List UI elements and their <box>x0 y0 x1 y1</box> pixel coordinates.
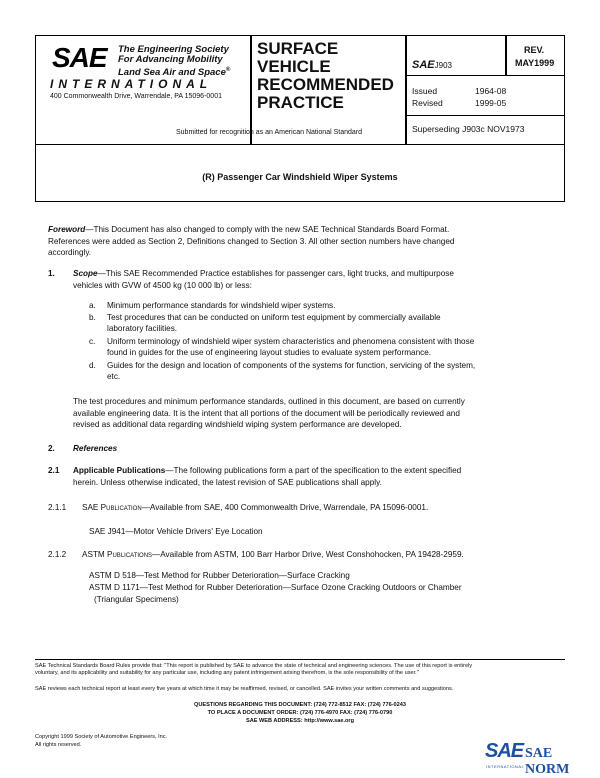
policy-line: SAE Technical Standards Board Rules provide that: "This report is published by SAE to advance the state of technical and engineering sciences. The use of this report is entirely <box>35 663 473 669</box>
stamp-sub: INTERNATIONAL <box>486 764 525 769</box>
issued-value: 1964-08 <box>475 86 507 96</box>
revised-value: 1999-05 <box>475 98 507 108</box>
review-text: SAE reviews each technical report at least every five years at which time it may be reaffirmed, revised, or cancelled. SAE invites your written comments and suggestions. <box>35 686 454 692</box>
trademark: ® <box>225 67 231 73</box>
foreword-line: —This Document has also changed to comply with the new SAE Technical Standards Board Format. <box>85 225 450 234</box>
document-type-line: SURFACE <box>257 39 339 58</box>
reference-item: ASTM D 1171—Test Method for Rubber Deterioration—Surface Ozone Cracking Outdoors or Chamber <box>89 583 462 592</box>
list-marker: b. <box>89 313 96 322</box>
subsection-line: —The following publications form a part of the specification to the extent specified <box>165 466 462 475</box>
tagline-line: Land Sea Air and Space <box>118 67 226 79</box>
header-divider <box>505 35 507 75</box>
tagline-line: The Engineering Society <box>118 44 229 55</box>
astm-publications <box>82 549 464 561</box>
policy-line: voluntary, and its applicability and suitability for any particular use, including any patent infringement arising therefrom, is the sole responsibility of the user." <box>35 670 419 677</box>
list-item: laboratory facilities. <box>107 324 178 333</box>
list-marker: d. <box>89 361 96 370</box>
sae-publication <box>82 502 428 514</box>
scope-label: Scope <box>73 269 98 278</box>
document-title: (R) Passenger Car Windshield Wiper Systems <box>202 172 398 182</box>
stamp-text: SAE NORM <box>525 746 570 777</box>
list-item: found in guides for the use of engineering layout studies to evaluate system performance. <box>107 348 432 357</box>
subsection-label: Applicable Publications <box>73 466 166 475</box>
list-marker: a. <box>89 301 96 310</box>
scope <box>73 268 558 291</box>
paragraph-line: revised as additional data regarding windshield wiping system performance are developed. <box>73 420 402 429</box>
reference-item: SAE J941—Motor Vehicle Drivers' Eye Location <box>89 527 263 536</box>
subsection-label: SAE Publication <box>82 503 142 512</box>
header-divider <box>405 75 565 76</box>
policy-text <box>35 663 565 677</box>
section-number: 1. <box>48 269 55 278</box>
tagline-line: For Advancing Mobility <box>118 54 223 65</box>
scope-line: vehicles with GVW of 4500 kg (10 000 lb) or less: <box>73 280 252 290</box>
sae-small-logo: SAE <box>412 59 435 71</box>
document-number <box>412 55 452 73</box>
issued-label: Issued <box>412 86 438 96</box>
section-number: 2. <box>48 444 55 453</box>
reference-item: (Triangular Specimens) <box>94 595 179 604</box>
paragraph-line: available engineering data. It is the intent that all portions of the document will be periodically reviewed and <box>73 408 460 418</box>
stamp-logo-icon: SAE <box>485 740 524 762</box>
doc-number: J903 <box>434 61 452 70</box>
sae-norm-stamp <box>483 740 595 777</box>
rights: All rights reserved. <box>35 742 82 748</box>
list-marker: c. <box>89 337 96 346</box>
list-item: Test procedures that can be conducted on uniform test equipment by commercially available <box>107 313 441 322</box>
questions-line: QUESTIONS REGARDING THIS DOCUMENT: (724) 772-8512 FAX: (724) 776-0243 <box>193 702 406 708</box>
tagline <box>118 45 230 78</box>
subsection-line: —Available from SAE, 400 Commonwealth Drive, Warrendale, PA 15096-0001. <box>141 503 429 512</box>
order-line: TO PLACE A DOCUMENT ORDER: (724) 776-4970 FAX: (724) 776-0790 <box>207 710 393 716</box>
foreword-label: Foreword <box>48 225 86 234</box>
references-heading: References <box>73 444 118 453</box>
submitted-note: Submitted for recognition as an American National Standard <box>176 129 362 136</box>
header-divider <box>405 35 407 145</box>
list-item: Guides for the design and location of components of the systems for function, servicing of the system, <box>107 361 476 370</box>
paragraph-line: The test procedures and minimum performance standards, outlined in this document, are based on currently <box>73 397 465 406</box>
applicable-publications <box>73 465 558 488</box>
copyright: Copyright 1999 Society of Automotive Engineers, Inc. <box>35 734 168 740</box>
sae-logo: SAE <box>52 42 107 73</box>
foreword-line: accordingly. <box>48 248 92 257</box>
header-divider <box>405 115 565 116</box>
subsection-line: —Available from ASTM, 100 Barr Harbor Drive, West Conshohocken, PA 19428-2959. <box>152 550 464 559</box>
rev-date: MAY1999 <box>515 58 555 68</box>
reference-item: ASTM D 518—Test Method for Rubber Deterioration—Surface Cracking <box>89 571 350 580</box>
list-item: etc. <box>107 372 121 381</box>
subsection-label: ASTM Publications <box>82 550 153 559</box>
scope-line: —This SAE Recommended Practice establishes for passenger cars, light trucks, and multipurpose <box>97 269 454 278</box>
scope-paragraph <box>73 396 558 431</box>
document-type-line: PRACTICE <box>257 93 344 112</box>
footer-rule <box>35 659 565 660</box>
foreword <box>48 224 558 259</box>
section-number: 2.1.1 <box>48 503 67 512</box>
foreword-line: References were added as Section 2, Definitions changed to Section 3. All other section numbers have changed <box>48 236 455 246</box>
section-number: 2.1 <box>48 466 60 475</box>
superseding: Superseding J903c NOV1973 <box>412 124 525 134</box>
revised-label: Revised <box>412 98 443 108</box>
document-type-line: RECOMMENDED <box>257 75 394 94</box>
address: 400 Commonwealth Drive, Warrendale, PA 15096-0001 <box>50 93 222 100</box>
rev-label: REV. <box>524 45 545 55</box>
subsection-line: herein. Unless otherwise indicated, the latest revision of SAE publications shall apply. <box>73 477 382 487</box>
document-type-line: VEHICLE <box>257 57 331 76</box>
list-item: Uniform terminology of windshield wiper system characteristics and phenomena consistent with those <box>107 337 475 346</box>
section-number: 2.1.2 <box>48 550 67 559</box>
document-type <box>257 40 394 112</box>
list-item: Minimum performance standards for windshield wiper systems. <box>107 301 336 310</box>
international-label: INTERNATIONAL <box>50 77 213 91</box>
web-address: SAE WEB ADDRESS: http://www.sae.org <box>245 718 355 724</box>
